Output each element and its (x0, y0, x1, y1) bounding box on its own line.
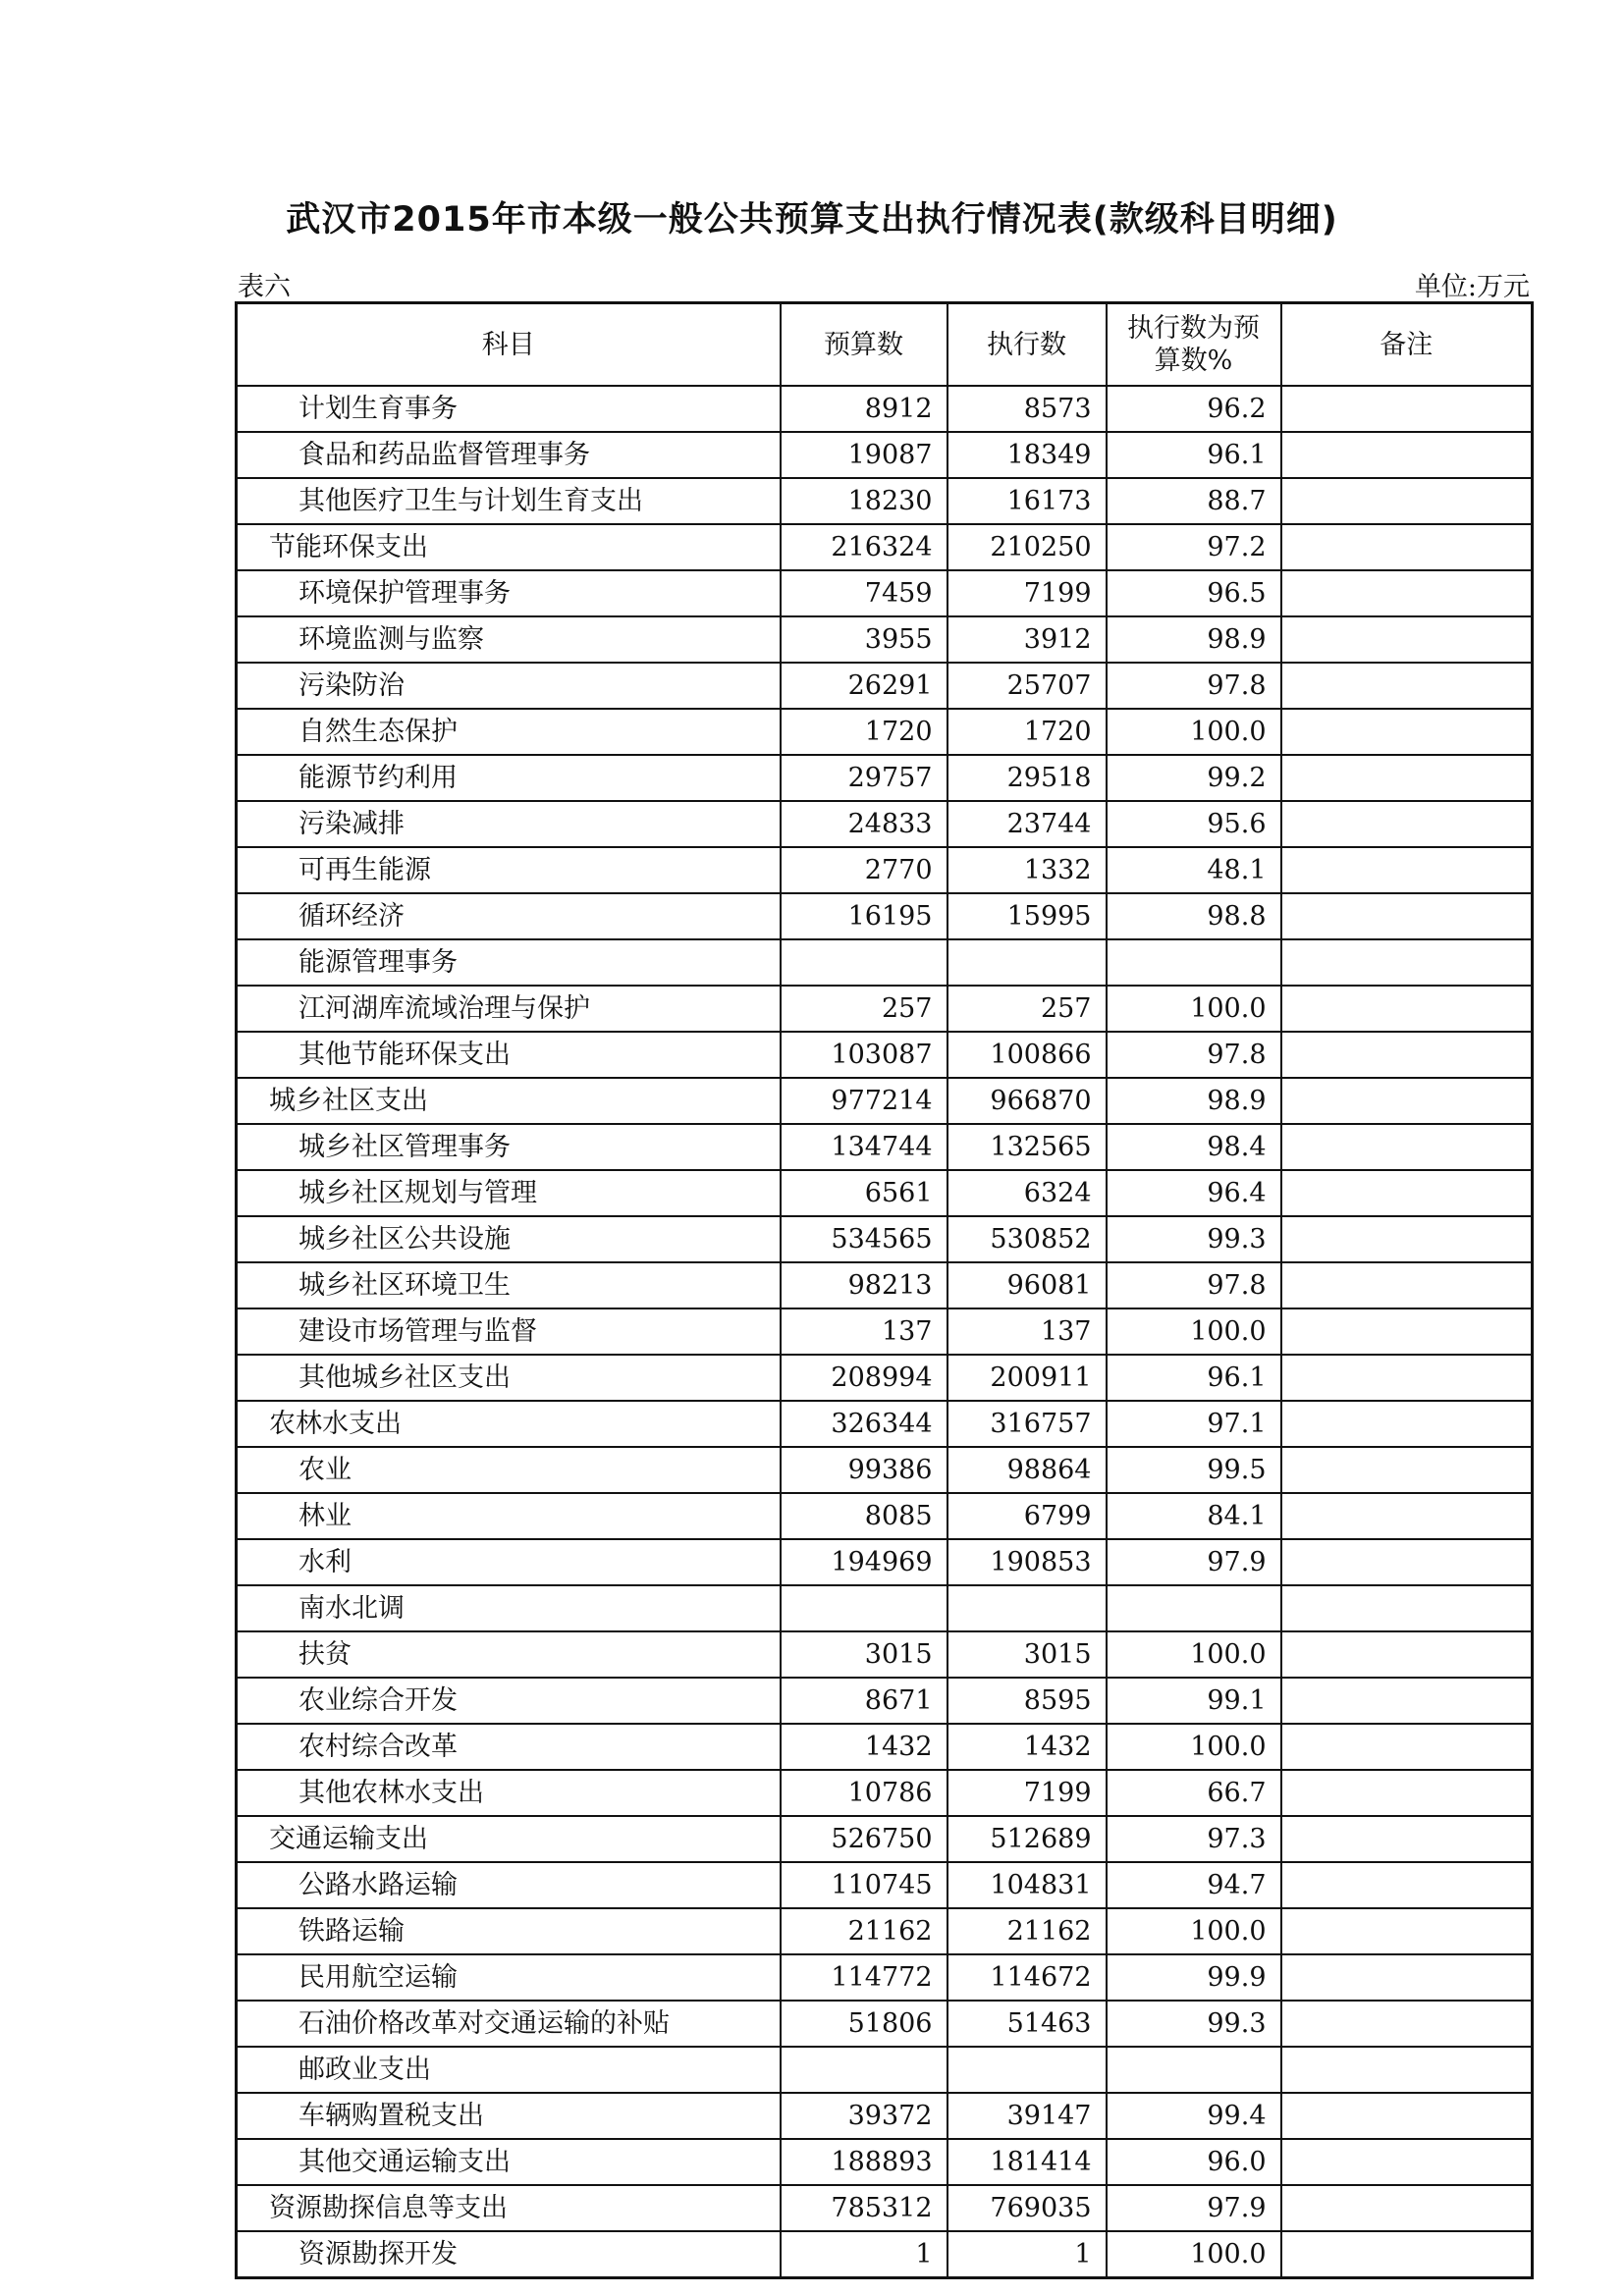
row-ratio: 100.0 (1107, 1631, 1281, 1678)
table-row (237, 386, 1533, 432)
row-executed: 100866 (947, 1032, 1107, 1078)
row-subject: 其他农林水支出 (237, 1770, 781, 1816)
row-executed: 1 (947, 2231, 1107, 2278)
row-budget: 103087 (781, 1032, 947, 1078)
row-budget: 51806 (781, 2001, 947, 2047)
row-executed: 39147 (947, 2093, 1107, 2139)
row-budget: 29757 (781, 755, 947, 801)
row-budget: 98213 (781, 1262, 947, 1308)
row-executed: 190853 (947, 1539, 1107, 1585)
table-row (237, 1816, 1533, 1862)
row-subject: 其他交通运输支出 (237, 2139, 781, 2185)
row-executed: 23744 (947, 801, 1107, 847)
row-budget: 8671 (781, 1678, 947, 1724)
row-budget: 977214 (781, 1078, 947, 1124)
row-subject: 资源勘探信息等支出 (237, 2185, 781, 2231)
row-budget: 24833 (781, 801, 947, 847)
row-ratio: 96.5 (1107, 570, 1281, 616)
row-subject: 建设市场管理与监督 (237, 1308, 781, 1355)
row-budget: 10786 (781, 1770, 947, 1816)
row-subject: 节能环保支出 (237, 524, 781, 570)
header-ratio: 执行数为预算数% (1107, 303, 1281, 387)
table-row (237, 1262, 1533, 1308)
row-ratio: 100.0 (1107, 986, 1281, 1032)
row-remark (1281, 1170, 1533, 1216)
row-budget: 326344 (781, 1401, 947, 1447)
row-remark (1281, 939, 1533, 986)
row-remark (1281, 1631, 1533, 1678)
row-ratio: 97.1 (1107, 1401, 1281, 1447)
row-subject: 其他医疗卫生与计划生育支出 (237, 478, 781, 524)
table-row (237, 893, 1533, 939)
row-subject: 农村综合改革 (237, 1724, 781, 1770)
row-remark (1281, 1954, 1533, 2001)
table-row (237, 2093, 1533, 2139)
row-budget: 1720 (781, 709, 947, 755)
row-subject: 林业 (237, 1493, 781, 1539)
row-ratio: 99.1 (1107, 1678, 1281, 1724)
row-ratio: 66.7 (1107, 1770, 1281, 1816)
table-row (237, 801, 1533, 847)
row-ratio: 97.9 (1107, 2185, 1281, 2231)
row-remark (1281, 432, 1533, 478)
row-executed: 530852 (947, 1216, 1107, 1262)
row-ratio: 97.9 (1107, 1539, 1281, 1585)
row-remark (1281, 2001, 1533, 2047)
row-remark (1281, 1862, 1533, 1908)
row-remark (1281, 616, 1533, 663)
row-subject: 城乡社区规划与管理 (237, 1170, 781, 1216)
row-subject: 污染减排 (237, 801, 781, 847)
row-budget: 7459 (781, 570, 947, 616)
row-ratio: 99.4 (1107, 2093, 1281, 2139)
row-subject: 其他城乡社区支出 (237, 1355, 781, 1401)
row-remark (1281, 1678, 1533, 1724)
row-ratio: 96.2 (1107, 386, 1281, 432)
table-row (237, 1355, 1533, 1401)
row-executed: 200911 (947, 1355, 1107, 1401)
row-subject: 环境监测与监察 (237, 616, 781, 663)
row-ratio: 96.1 (1107, 432, 1281, 478)
table-row (237, 1124, 1533, 1170)
table-row (237, 755, 1533, 801)
row-ratio: 99.2 (1107, 755, 1281, 801)
row-subject: 城乡社区支出 (237, 1078, 781, 1124)
row-ratio: 100.0 (1107, 1308, 1281, 1355)
row-remark (1281, 893, 1533, 939)
row-subject: 农林水支出 (237, 1401, 781, 1447)
table-row (237, 1724, 1533, 1770)
row-ratio (1107, 1585, 1281, 1631)
row-subject: 石油价格改革对交通运输的补贴 (237, 2001, 781, 2047)
row-ratio: 99.5 (1107, 1447, 1281, 1493)
row-budget: 21162 (781, 1908, 947, 1954)
row-executed: 6799 (947, 1493, 1107, 1539)
row-ratio: 99.3 (1107, 2001, 1281, 2047)
row-ratio: 97.8 (1107, 663, 1281, 709)
row-remark (1281, 1078, 1533, 1124)
table-row (237, 2139, 1533, 2185)
row-budget: 208994 (781, 1355, 947, 1401)
row-executed (947, 939, 1107, 986)
row-remark (1281, 1539, 1533, 1585)
table-row (237, 1216, 1533, 1262)
row-remark (1281, 1724, 1533, 1770)
row-executed: 1720 (947, 709, 1107, 755)
row-executed (947, 2047, 1107, 2093)
unit-label: 单位:万元 (1414, 272, 1530, 302)
row-executed: 132565 (947, 1124, 1107, 1170)
header-remark: 备注 (1281, 303, 1533, 387)
row-subject: 扶贫 (237, 1631, 781, 1678)
header-budget: 预算数 (781, 303, 947, 387)
row-ratio: 96.0 (1107, 2139, 1281, 2185)
page-title: 武汉市2015年市本级一般公共预算支出执行情况表(款级科目明细) (286, 200, 1338, 240)
row-ratio: 100.0 (1107, 1908, 1281, 1954)
row-remark (1281, 1032, 1533, 1078)
row-executed: 7199 (947, 570, 1107, 616)
row-executed: 210250 (947, 524, 1107, 570)
row-executed: 51463 (947, 2001, 1107, 2047)
row-budget (781, 1585, 947, 1631)
row-subject: 污染防治 (237, 663, 781, 709)
row-executed: 769035 (947, 2185, 1107, 2231)
row-remark (1281, 847, 1533, 893)
row-remark (1281, 2047, 1533, 2093)
row-subject: 城乡社区管理事务 (237, 1124, 781, 1170)
row-remark (1281, 1770, 1533, 1816)
table-row (237, 616, 1533, 663)
row-executed: 8595 (947, 1678, 1107, 1724)
row-executed: 104831 (947, 1862, 1107, 1908)
table-row (237, 1170, 1533, 1216)
row-budget (781, 2047, 947, 2093)
table-row (237, 2185, 1533, 2231)
table-row (237, 1678, 1533, 1724)
row-subject: 民用航空运输 (237, 1954, 781, 2001)
row-ratio: 99.3 (1107, 1216, 1281, 1262)
row-executed: 966870 (947, 1078, 1107, 1124)
row-budget: 114772 (781, 1954, 947, 2001)
row-budget: 99386 (781, 1447, 947, 1493)
table-row (237, 1585, 1533, 1631)
row-ratio: 48.1 (1107, 847, 1281, 893)
row-executed: 21162 (947, 1908, 1107, 1954)
table-row (237, 524, 1533, 570)
row-subject: 交通运输支出 (237, 1816, 781, 1862)
row-executed: 18349 (947, 432, 1107, 478)
row-executed: 16173 (947, 478, 1107, 524)
row-remark (1281, 1585, 1533, 1631)
table-row (237, 1631, 1533, 1678)
row-remark (1281, 2231, 1533, 2278)
row-remark (1281, 1262, 1533, 1308)
row-executed: 6324 (947, 1170, 1107, 1216)
row-ratio: 97.2 (1107, 524, 1281, 570)
row-subject: 循环经济 (237, 893, 781, 939)
header-executed: 执行数 (947, 303, 1107, 387)
row-remark (1281, 524, 1533, 570)
row-ratio: 97.8 (1107, 1032, 1281, 1078)
row-budget: 194969 (781, 1539, 947, 1585)
table-row (237, 1401, 1533, 1447)
table-body (237, 386, 1533, 2278)
row-executed: 98864 (947, 1447, 1107, 1493)
row-remark (1281, 2093, 1533, 2139)
row-subject: 可再生能源 (237, 847, 781, 893)
row-subject: 能源管理事务 (237, 939, 781, 986)
header-subject: 科目 (237, 303, 781, 387)
row-executed: 1332 (947, 847, 1107, 893)
table-row (237, 2001, 1533, 2047)
row-budget: 1432 (781, 1724, 947, 1770)
row-remark (1281, 478, 1533, 524)
row-ratio: 96.1 (1107, 1355, 1281, 1401)
row-remark (1281, 1124, 1533, 1170)
table-row (237, 1078, 1533, 1124)
row-executed: 3912 (947, 616, 1107, 663)
row-executed: 15995 (947, 893, 1107, 939)
row-remark (1281, 663, 1533, 709)
row-budget: 137 (781, 1308, 947, 1355)
row-executed: 7199 (947, 1770, 1107, 1816)
row-ratio: 97.3 (1107, 1816, 1281, 1862)
row-budget: 785312 (781, 2185, 947, 2231)
row-executed: 316757 (947, 1401, 1107, 1447)
row-remark (1281, 1355, 1533, 1401)
row-ratio: 84.1 (1107, 1493, 1281, 1539)
row-remark (1281, 2139, 1533, 2185)
row-budget (781, 939, 947, 986)
row-subject: 自然生态保护 (237, 709, 781, 755)
row-subject: 公路水路运输 (237, 1862, 781, 1908)
row-remark (1281, 801, 1533, 847)
row-budget: 216324 (781, 524, 947, 570)
row-budget: 2770 (781, 847, 947, 893)
row-subject: 农业 (237, 1447, 781, 1493)
row-budget: 19087 (781, 432, 947, 478)
row-budget: 39372 (781, 2093, 947, 2139)
table-row (237, 1308, 1533, 1355)
table-row (237, 709, 1533, 755)
row-executed: 29518 (947, 755, 1107, 801)
table-row (237, 570, 1533, 616)
row-executed: 181414 (947, 2139, 1107, 2185)
row-ratio: 94.7 (1107, 1862, 1281, 1908)
row-ratio: 96.4 (1107, 1170, 1281, 1216)
table-row (237, 986, 1533, 1032)
row-budget: 26291 (781, 663, 947, 709)
row-executed (947, 1585, 1107, 1631)
row-budget: 1 (781, 2231, 947, 2278)
row-subject: 南水北调 (237, 1585, 781, 1631)
row-subject: 其他节能环保支出 (237, 1032, 781, 1078)
row-ratio (1107, 939, 1281, 986)
row-budget: 188893 (781, 2139, 947, 2185)
row-remark (1281, 1816, 1533, 1862)
row-budget: 8912 (781, 386, 947, 432)
row-remark (1281, 386, 1533, 432)
table-row (237, 1770, 1533, 1816)
row-subject: 能源节约利用 (237, 755, 781, 801)
row-executed: 25707 (947, 663, 1107, 709)
row-subject: 车辆购置税支出 (237, 2093, 781, 2139)
row-ratio: 97.8 (1107, 1262, 1281, 1308)
row-subject: 资源勘探开发 (237, 2231, 781, 2278)
row-ratio: 95.6 (1107, 801, 1281, 847)
row-subject: 江河湖库流域治理与保护 (237, 986, 781, 1032)
table-row (237, 2047, 1533, 2093)
table-row (237, 2231, 1533, 2278)
row-remark (1281, 755, 1533, 801)
row-executed: 1432 (947, 1724, 1107, 1770)
row-budget: 8085 (781, 1493, 947, 1539)
row-remark (1281, 986, 1533, 1032)
row-ratio: 100.0 (1107, 2231, 1281, 2278)
row-remark (1281, 1908, 1533, 1954)
row-remark (1281, 1216, 1533, 1262)
table-row (237, 847, 1533, 893)
row-subject: 城乡社区环境卫生 (237, 1262, 781, 1308)
table-row (237, 432, 1533, 478)
row-executed: 512689 (947, 1816, 1107, 1862)
row-subject: 邮政业支出 (237, 2047, 781, 2093)
table-row (237, 478, 1533, 524)
table-row (237, 1954, 1533, 2001)
row-ratio: 88.7 (1107, 478, 1281, 524)
table-header-row (237, 303, 1533, 387)
table-row (237, 939, 1533, 986)
row-remark (1281, 709, 1533, 755)
budget-table (235, 301, 1534, 2279)
row-subject: 环境保护管理事务 (237, 570, 781, 616)
row-budget: 3955 (781, 616, 947, 663)
row-budget: 257 (781, 986, 947, 1032)
row-budget: 18230 (781, 478, 947, 524)
row-remark (1281, 1308, 1533, 1355)
row-remark (1281, 1493, 1533, 1539)
row-subject: 城乡社区公共设施 (237, 1216, 781, 1262)
table-row (237, 1032, 1533, 1078)
row-ratio: 99.9 (1107, 1954, 1281, 2001)
row-subject: 食品和药品监督管理事务 (237, 432, 781, 478)
row-ratio: 100.0 (1107, 709, 1281, 755)
row-remark (1281, 1447, 1533, 1493)
row-executed: 3015 (947, 1631, 1107, 1678)
table-row (237, 1539, 1533, 1585)
row-ratio (1107, 2047, 1281, 2093)
table-row (237, 663, 1533, 709)
row-ratio: 98.9 (1107, 1078, 1281, 1124)
row-subject: 铁路运输 (237, 1908, 781, 1954)
row-subject: 计划生育事务 (237, 386, 781, 432)
row-budget: 110745 (781, 1862, 947, 1908)
row-budget: 6561 (781, 1170, 947, 1216)
row-ratio: 98.4 (1107, 1124, 1281, 1170)
table-row (237, 1862, 1533, 1908)
row-ratio: 98.9 (1107, 616, 1281, 663)
row-ratio: 98.8 (1107, 893, 1281, 939)
row-subject: 农业综合开发 (237, 1678, 781, 1724)
row-ratio: 100.0 (1107, 1724, 1281, 1770)
table-row (237, 1493, 1533, 1539)
row-remark (1281, 570, 1533, 616)
row-executed: 114672 (947, 1954, 1107, 2001)
row-budget: 3015 (781, 1631, 947, 1678)
table-number: 表六 (238, 272, 291, 302)
row-executed: 8573 (947, 386, 1107, 432)
row-budget: 534565 (781, 1216, 947, 1262)
row-executed: 137 (947, 1308, 1107, 1355)
row-remark (1281, 2185, 1533, 2231)
row-budget: 526750 (781, 1816, 947, 1862)
row-remark (1281, 1401, 1533, 1447)
table-row (237, 1447, 1533, 1493)
row-budget: 134744 (781, 1124, 947, 1170)
row-subject: 水利 (237, 1539, 781, 1585)
table-row (237, 1908, 1533, 1954)
row-executed: 96081 (947, 1262, 1107, 1308)
row-executed: 257 (947, 986, 1107, 1032)
row-budget: 16195 (781, 893, 947, 939)
